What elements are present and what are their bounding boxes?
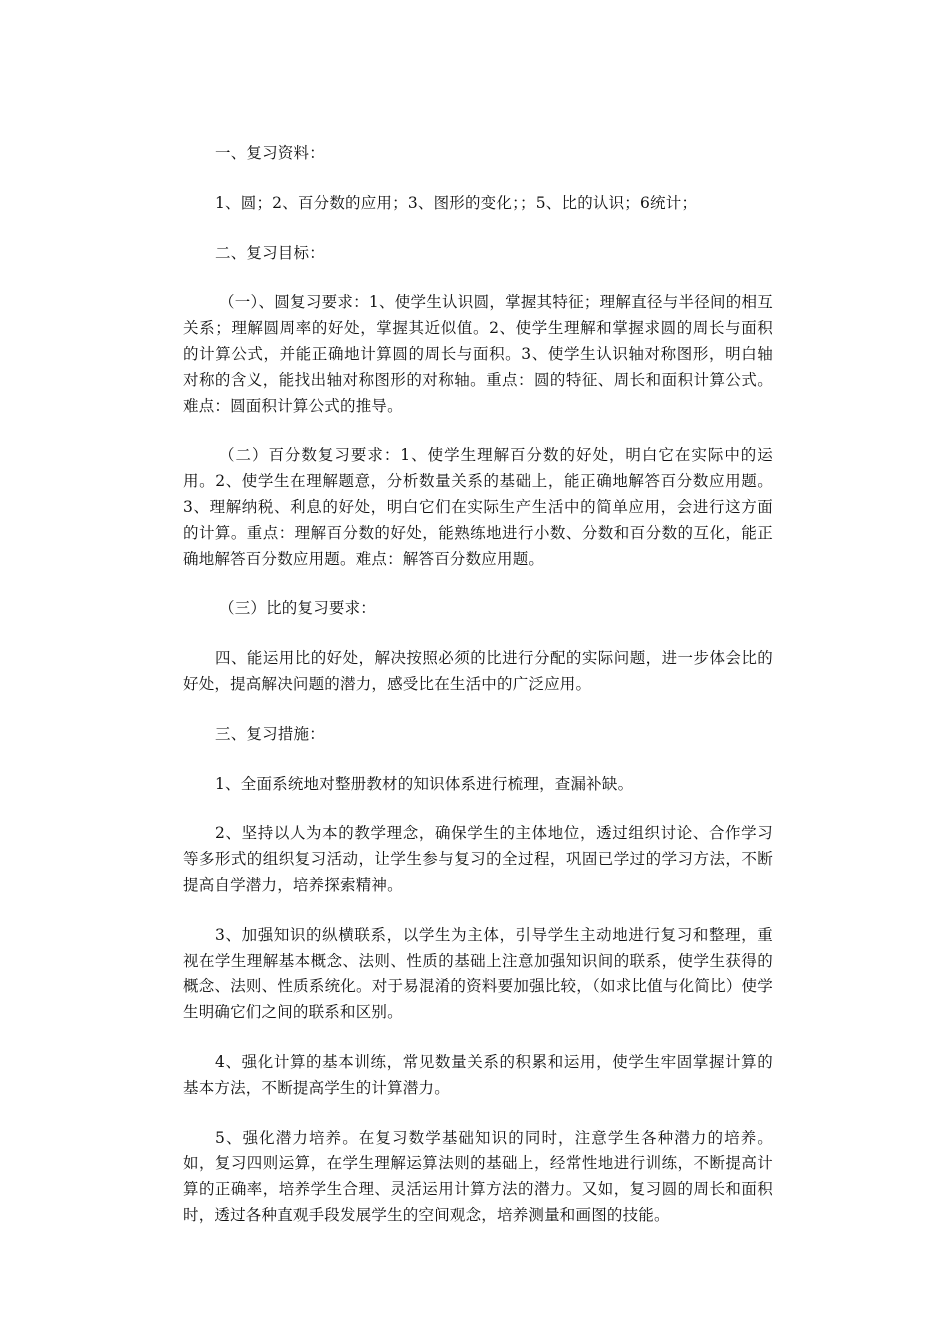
measure-item-2: 2、坚持以人为本的教学理念，确保学生的主体地位，透过组织讨论、合作学习等多形式的组织复习活动，让学生参与复习的全过程，巩固已学过的学习方法，不断提高自学潜力，培养探索精神。 [183, 824, 773, 894]
section-heading-review-materials: 一、复习资料： [215, 144, 325, 162]
measure-item-3: 3、加强知识的纵横联系，以学生为主体，引导学生主动地进行复习和整理，重视在学生理解基本概念、法则、性质的基础上注意加强知识间的联系，使学生获得的概念、法则、性质系统化。对于易混淆的资料要加强比较，（如求比值与化简比）使学生明确它们之间的联系和区别。 [183, 925, 773, 1022]
ratio-review-detail: 四、能运用比的好处，解决按照必须的比进行分配的实际问题，进一步体会比的好处，提高解决问题的潜力，感受比在生活中的广泛应用。 [183, 649, 773, 693]
percentage-review-requirements: （二）百分数复习要求：1、使学生理解百分数的好处，明白它在实际中的运用。2、使学生在理解题意，分析数量关系的基础上，能正确地解答百分数应用题。3、理解纳税、利息的好处，明白它们在实际生产生活中的简单应用，会进行这方面的计算。重点：理解百分数的好处，能熟练地进行小数、分数和百分数的互化，能正确地解答百分数应用题。难点：解答百分数应用题。 [183, 446, 773, 568]
section-heading-review-measures: 三、复习措施： [215, 724, 325, 743]
section-heading-review-goals: 二、复习目标： [215, 243, 325, 262]
measure-item-1: 1、全面系统地对整册教材的知识体系进行梳理，查漏补缺。 [215, 774, 634, 793]
review-topics-list: 1、圆；2、百分数的应用；3、图形的变化；；5、比的认识；6统计； [215, 193, 698, 212]
circle-review-requirements: （一）、圆复习要求：1、使学生认识圆，掌握其特征；理解直径与半径间的相互关系；理解圆周率的好处，掌握其近似值。2、使学生理解和掌握求圆的周长与面积的计算公式，并能正确地计算圆的周长与面积。3、使学生认识轴对称图形，明白轴对称的含义，能找出轴对称图形的对称轴。重点：圆的特征、周长和面积计算公式。难点：圆面积计算公式的推导。 [183, 293, 773, 415]
ratio-review-heading: （三）比的复习要求： [219, 599, 377, 618]
document-body [183, 141, 773, 1253]
measure-item-4: 4、强化计算的基本训练，常见数量关系的积累和运用，使学生牢固掌握计算的基本方法，不断提高学生的计算潜力。 [183, 1052, 773, 1097]
measure-item-5: 5、强化潜力培养。在复习数学基础知识的同时，注意学生各种潜力的培养。如，复习四则运算，在学生理解运算法则的基础上，经常性地进行训练，不断提高计算的正确率，培养学生合理、灵活运用计算方法的潜力。又如，复习圆的周长和面积时，透过各种直观手段发展学生的空间观念，培养测量和画图的技能。 [183, 1128, 773, 1224]
